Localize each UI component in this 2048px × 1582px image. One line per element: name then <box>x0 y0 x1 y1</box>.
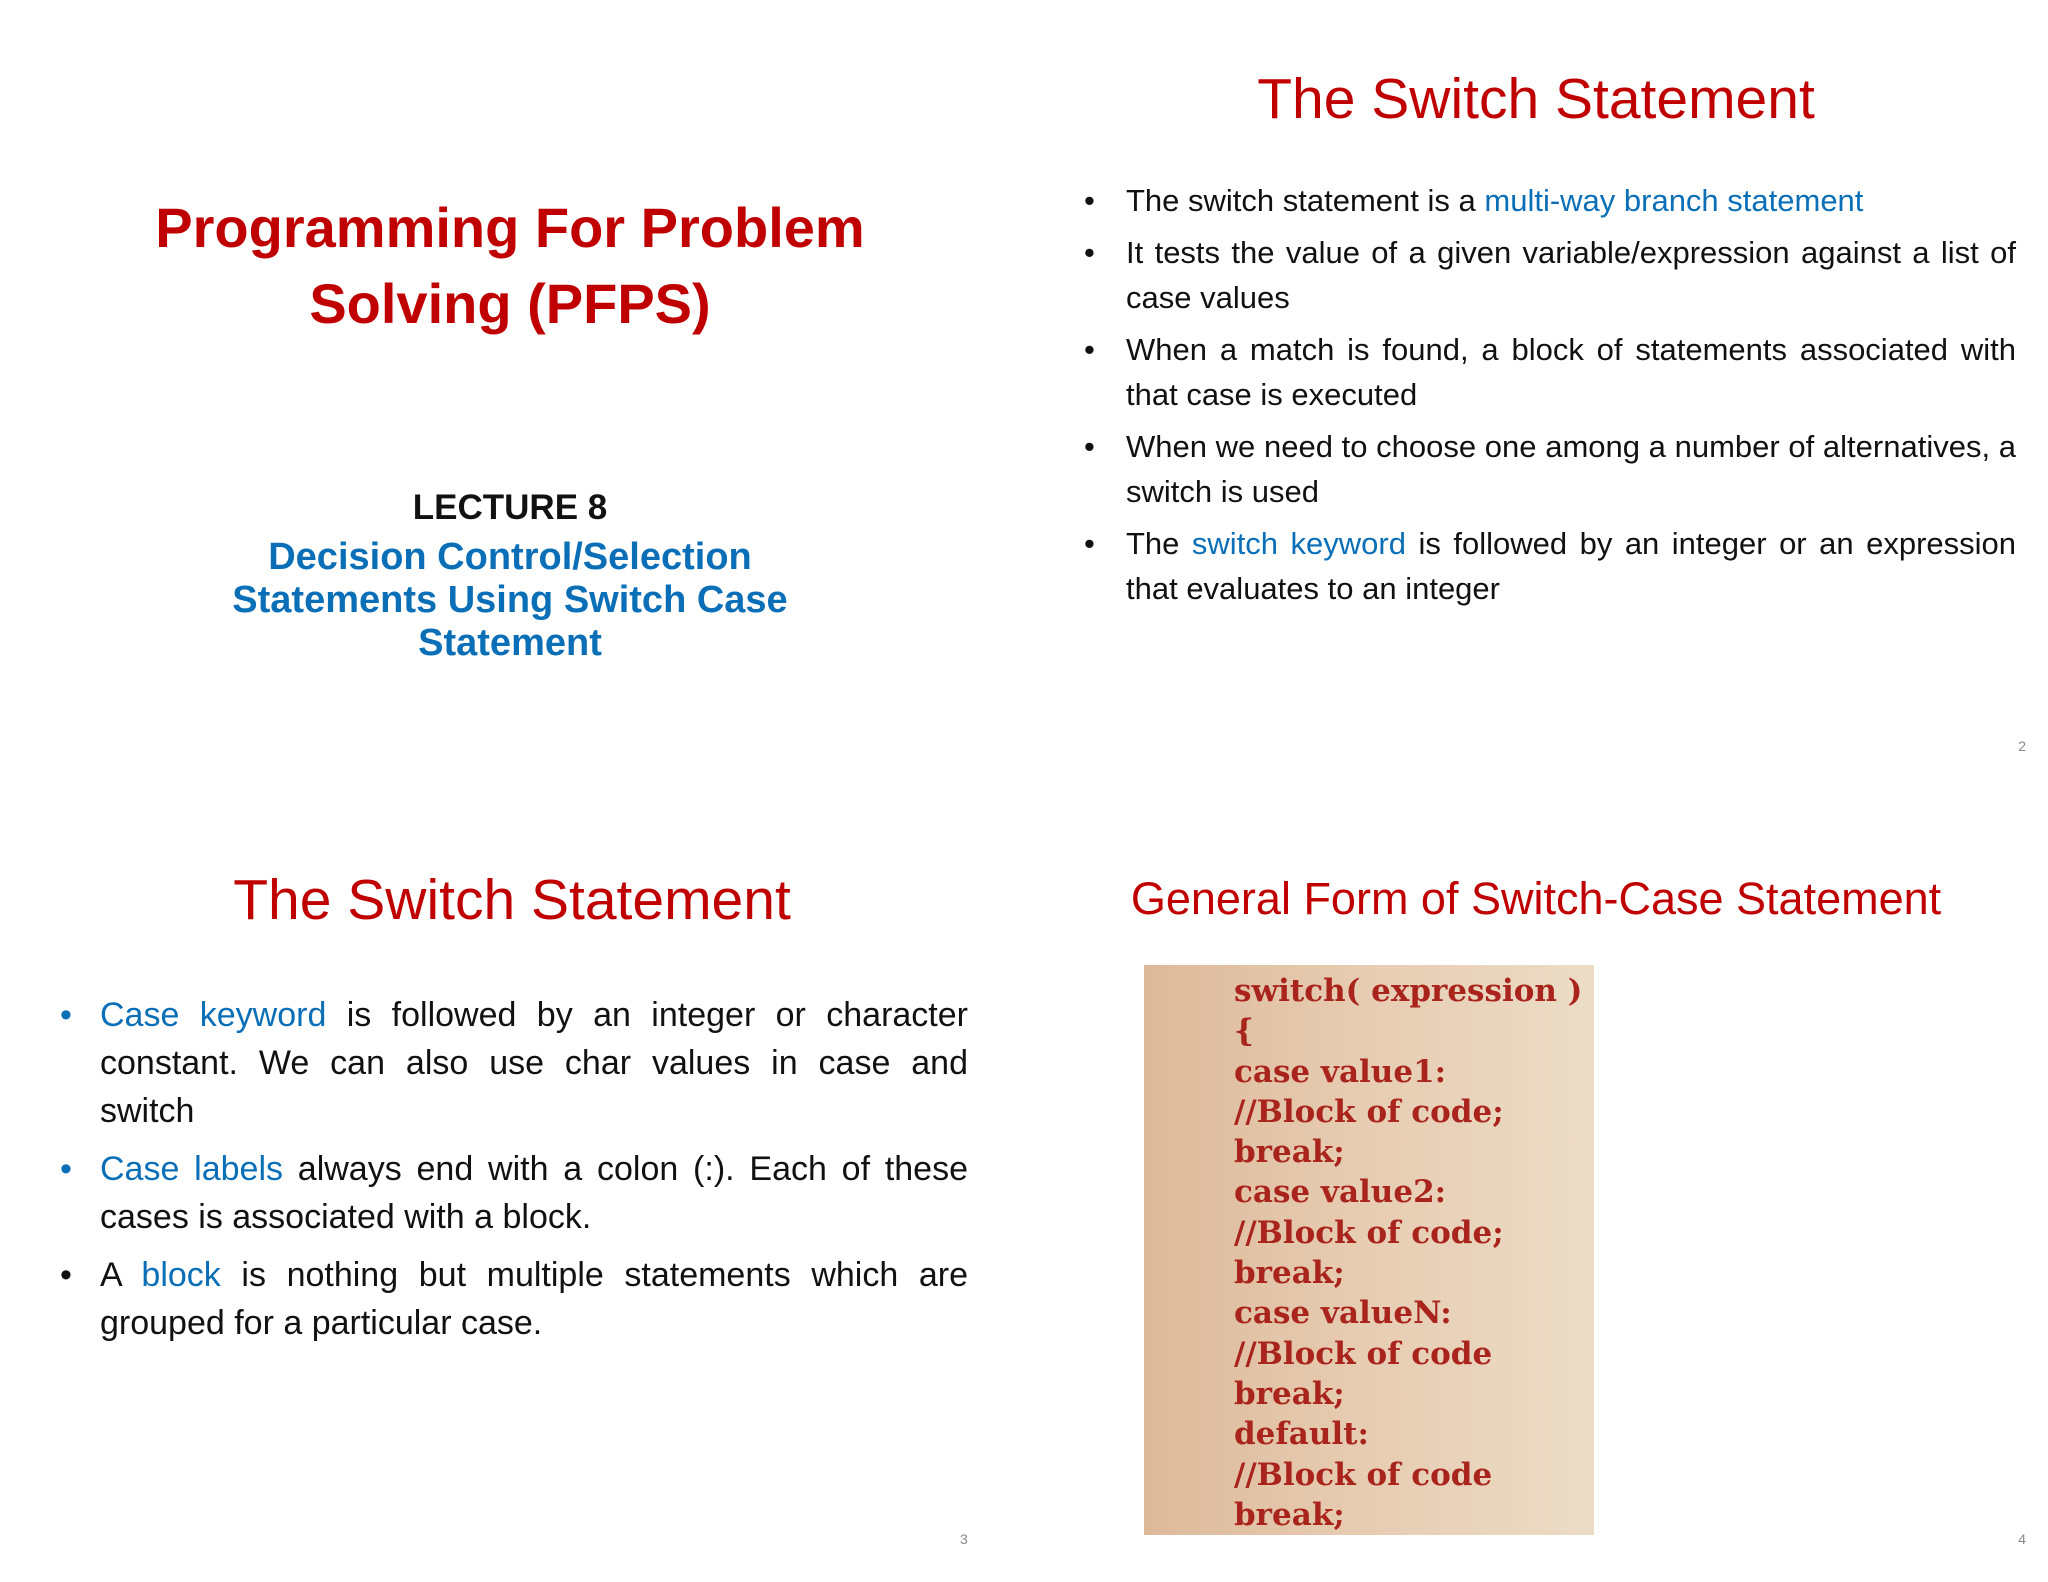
code-line: //Block of code <box>1234 1335 1493 1372</box>
slide-title: The Switch Statement <box>233 868 791 932</box>
highlight-text: switch keyword <box>1191 526 1406 561</box>
page-number: 2 <box>2018 738 2026 754</box>
list-item <box>1084 424 2016 514</box>
bullet-icon: • <box>60 996 72 1034</box>
code-line: //Block of code; <box>1234 1214 1504 1251</box>
bullet-icon: • <box>1084 429 1095 464</box>
highlight-text: block <box>141 1256 221 1294</box>
list-item <box>60 991 968 1135</box>
slide-2 <box>1024 0 2048 791</box>
list-item <box>1084 327 2016 417</box>
bullet-icon: • <box>1084 235 1095 270</box>
page-number: 3 <box>960 1531 968 1547</box>
bullet-list <box>1084 178 2016 618</box>
code-line: break; <box>1234 1134 1345 1171</box>
bullet-text: is nothing but multiple statements which are grouped for a particular case. <box>100 1256 968 1342</box>
code-line: case valueN: <box>1234 1295 1452 1332</box>
bullet-icon: • <box>60 1256 72 1294</box>
lecture-subtitle-line-2: Statements Using Switch Case <box>232 579 788 621</box>
lecture-subtitle-line-1: Decision Control/Selection <box>268 536 752 578</box>
slide-1 <box>0 0 1024 791</box>
bullet-text: When we need to choose one among a number of alternatives, a switch is used <box>1126 429 2016 509</box>
lecture-subtitle-line-3: Statement <box>418 622 602 664</box>
course-title-line-1: Programming For Problem <box>155 196 865 259</box>
list-item <box>1084 521 2016 611</box>
code-line: case value1: <box>1234 1053 1447 1090</box>
bullet-list <box>60 991 968 1357</box>
code-image <box>1144 965 1594 1535</box>
bullet-icon: • <box>60 1150 72 1188</box>
bullet-text: The <box>1126 526 1192 561</box>
list-item <box>1084 178 2016 223</box>
course-title-line-2: Solving (PFPS) <box>309 272 711 335</box>
code-block <box>1234 971 1582 1535</box>
bullet-icon: • <box>1084 526 1095 561</box>
slide-4 <box>1024 791 2048 1582</box>
list-item <box>60 1145 968 1241</box>
slide-title: The Switch Statement <box>1257 67 1815 131</box>
code-line: //Block of code <box>1234 1456 1493 1493</box>
list-item <box>60 1251 968 1347</box>
bullet-text: When a match is found, a block of statements associated with that case is executed <box>1126 332 2016 412</box>
bullet-text: always end with a colon (:). Each of these cases is associated with a block. <box>100 1150 968 1236</box>
bullet-text: A <box>100 1256 142 1294</box>
slide-title: General Form of Switch-Case Statement <box>1130 873 1942 924</box>
highlight-text: Case keyword <box>100 996 327 1034</box>
code-line: default: <box>1234 1416 1369 1453</box>
code-line: break; <box>1234 1496 1345 1533</box>
page-number: 4 <box>2018 1531 2026 1547</box>
bullet-text: The switch statement is a <box>1126 183 1485 218</box>
code-line: switch( expression ) <box>1234 973 1583 1009</box>
list-item <box>1084 230 2016 320</box>
lecture-subtitle <box>160 536 860 665</box>
highlight-text: Case labels <box>100 1150 283 1188</box>
code-line: break; <box>1234 1375 1345 1412</box>
bullet-text: is followed by an integer or an expression that evaluates to an integer <box>1126 526 2017 606</box>
lecture-number: LECTURE 8 <box>412 488 608 527</box>
course-title <box>140 190 880 342</box>
code-line: break; <box>1234 1255 1345 1292</box>
bullet-icon: • <box>1084 183 1095 218</box>
bullet-text: It tests the value of a given variable/expression against a list of case values <box>1126 235 2016 315</box>
bullet-icon: • <box>1084 332 1095 367</box>
code-line: { <box>1234 1013 1254 1050</box>
slide-3 <box>0 791 1024 1582</box>
bullet-text: is followed by an integer or character constant. We can also use char values in case and switch <box>100 996 968 1130</box>
code-line: //Block of code; <box>1234 1093 1504 1130</box>
highlight-text: multi-way branch statement <box>1484 183 1864 218</box>
code-line: case value2: <box>1234 1174 1447 1211</box>
